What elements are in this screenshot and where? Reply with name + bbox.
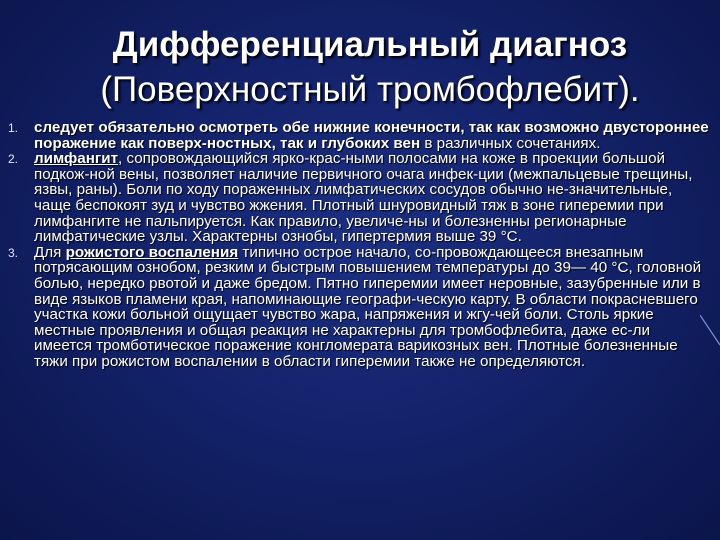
term-lymphangitis: лимфангит — [34, 150, 119, 168]
list-number: 1. — [8, 121, 19, 135]
list-number: 3. — [8, 245, 19, 260]
list-item-bold-text: следует обязательно осмотреть обе нижние конечности, так как возможно двустороннее поражение как поверх-ностных, так и глубоких вен — [34, 119, 709, 152]
list-item — [0, 120, 712, 151]
decorative-line — [700, 315, 720, 355]
list-item-rest-text: в различных сочетаниях. — [420, 134, 601, 152]
title-line-1: Дифференциальный диагноз — [112, 25, 628, 64]
numbered-list — [0, 120, 712, 370]
term-erysipelas: рожистого воспаления — [65, 243, 239, 261]
list-item-prefix: Для — [34, 243, 66, 261]
list-item-text — [34, 151, 712, 245]
list-item-text — [34, 120, 712, 151]
list-item — [0, 245, 712, 370]
list-item — [0, 151, 712, 245]
list-item-body: , сопровождающийся ярко-крас-ными полосами на коже в проекции большой подкож-ной вены, позволяет наличие первичного очага инфек-ции (межпальцевые трещины, язвы, раны). Боли по ходу пораженных лимфатических сосудов обычно не-значительные, чаще беспокоят зуд и чувство жжения. Плотный шнуровидный тяж в зоне гиперемии при лимфангите не пальпируется. Как правило, увеличе-ны и болезненны регионарные лимфатические узлы. Характерны ознобы, гипертермия выше 39 °С. — [34, 150, 693, 246]
list-number: 2. — [8, 152, 19, 167]
slide-title — [40, 22, 700, 112]
list-item-body: типично острое начало, со-провождающееся внезапным потрясающим ознобом, резким и быстрым повышением температуры до 39— 40 °С, головной болью, нередко рвотой и даже бредом. Пятно гиперемии имеет неровные, зазубренные или в виде языков пламени края, напоминающие географи-ческую карту. В области покрасневшего участка кожи больной ощущает чувство жара, напряжения и жгу-чей боли. Столь яркие местные проявления и общая реакция не характерны для тромбофлебита, даже ес-ли имеется тромботическое поражение конгломерата варикозных вен. Плотные болезненные тяжи при рожистом воспалении в области гиперемии также не определяются. — [34, 243, 702, 370]
title-line-2: (Поверхностный тромбофлебит). — [100, 70, 640, 109]
list-item-text — [34, 245, 712, 370]
